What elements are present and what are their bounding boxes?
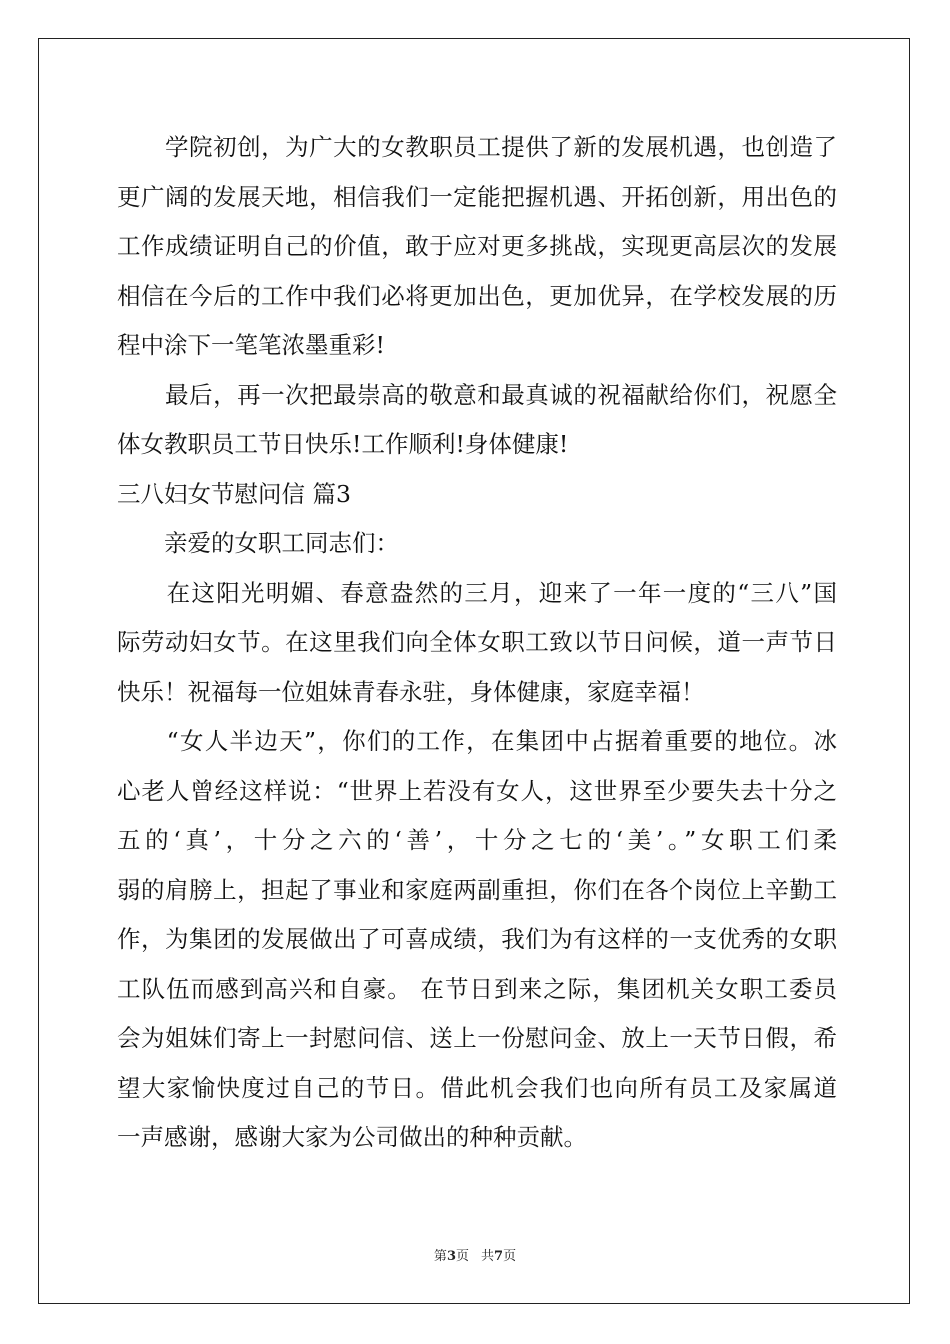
salutation: [117, 519, 837, 569]
text-line: 工作成绩证明自己的价值，敢于应对更多挑战，实现更高层次的发展: [117, 232, 837, 260]
text-line: 心老人曾经这样说：“世界上若没有女人，这世界至少要失去十分之: [117, 776, 837, 805]
text-line: 学院初创，为广大的女教职员工提供了新的发展机遇，也创造了: [117, 133, 837, 161]
text-line: 快乐！祝福每一位姐妹青春永驻，身体健康，家庭幸福！: [117, 677, 705, 706]
text-line: 会为姐妹们寄上一封慰问信、送上一份慰问金、放上一天节日假，希: [117, 1024, 837, 1052]
total-prefix: 共: [481, 1249, 495, 1264]
text-line: 一声感谢，感谢大家为公司做出的种种贡献。: [117, 1123, 587, 1151]
text-line: 望大家愉快度过自己的节日。借此机会我们也向所有员工及家属道: [117, 1073, 837, 1102]
text-line: 最后，再一次把最崇高的敬意和最真诚的祝福献给你们，祝愿全: [117, 380, 837, 409]
text-line: 弱的肩膀上，担起了事业和家庭两副重担，你们在各个岗位上辛勤工: [117, 875, 837, 904]
total-suffix: 页: [503, 1249, 517, 1264]
text-line: 五的‘真’，十分之六的‘善’，十分之七的‘美’。”女职工们柔: [117, 826, 837, 854]
text-line: 际劳动妇女节。在这里我们向全体女职工致以节日问候，道一声节日: [117, 628, 837, 656]
section-heading: [117, 470, 837, 520]
text-line: 程中涂下一笔笔浓墨重彩!: [117, 331, 385, 359]
document-body: [117, 123, 837, 1163]
text-line: 更广阔的发展天地，相信我们一定能把握机遇、开拓创新，用出色的: [117, 182, 837, 211]
paragraph: [117, 371, 837, 470]
page-number: 3: [446, 1249, 456, 1264]
heading-text: 三八妇女节慰问信 篇3: [117, 479, 351, 508]
total-pages: 7: [494, 1249, 504, 1264]
paragraph: [117, 717, 837, 1163]
text-line: 工队伍而感到高兴和自豪。 在节日到来之际，集团机关女职工委员: [117, 974, 837, 1003]
paragraph: [117, 569, 837, 718]
text-line: 相信在今后的工作中我们必将更加出色，更加优异，在学校发展的历: [117, 281, 837, 310]
page-suffix: 页: [455, 1249, 469, 1264]
page-prefix: 第: [433, 1249, 447, 1264]
text-line: 体女教职员工节日快乐!工作顺利!身体健康!: [117, 430, 569, 458]
page-footer: [0, 1245, 950, 1264]
paragraph: [117, 123, 837, 371]
text-line: “女人半边天”，你们的工作，在集团中占据着重要的地位。冰: [117, 727, 837, 755]
text-line: 在这阳光明媚、春意盎然的三月，迎来了一年一度的“三八”国: [117, 578, 837, 607]
text-line: 作，为集团的发展做出了可喜成绩，我们为有这样的一支优秀的女职: [117, 925, 837, 953]
text-line: 亲爱的女职工同志们：: [117, 529, 399, 557]
